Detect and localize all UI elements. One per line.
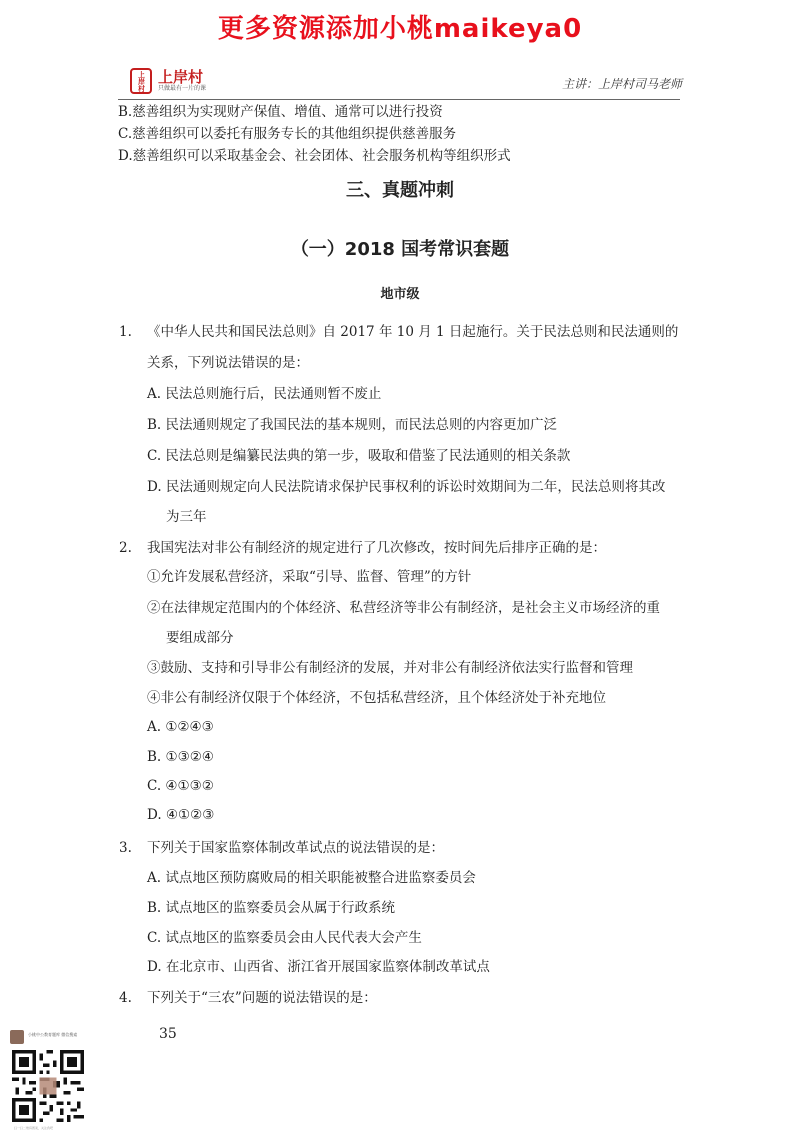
statement-2-continued: 要组成部分 [166, 630, 234, 646]
previous-option-d: D.慈善组织可以采取基金会、社会团体、社会服务机构等组织形式 [118, 148, 511, 164]
header-divider [118, 99, 680, 100]
option-a: A. 试点地区预防腐败局的相关职能被整合进监察委员会 [147, 870, 476, 886]
watermark-banner: 更多资源添加小桃maikeya0 [217, 14, 583, 44]
option-d: D. 民法通则规定向人民法院请求保护民事权利的诉讼时效期间为二年，民法总则将其改 [147, 479, 666, 495]
question-text: 《中华人民共和国民法总则》自 2017 年 10 月 1 日起施行。关于民法总则和民法通则的 [147, 324, 679, 340]
option-a: A. 民法总则施行后，民法通则暂不废止 [147, 386, 382, 402]
sub-title: （一）2018 国考常识套题 [290, 239, 510, 260]
level-title: 地市级 [380, 287, 420, 302]
logo-name: 上岸村 [158, 68, 204, 86]
brand-logo [130, 68, 206, 94]
section-title: 三、真题冲刺 [346, 180, 454, 201]
question-number: 3. [119, 840, 132, 856]
qr-scan-hint: 扫一扫二维码图案，关注我吧 [14, 1126, 54, 1130]
option-c: C. 民法总则是编纂民法典的第一步，吸取和借鉴了民法通则的相关条款 [147, 448, 571, 464]
question-text: 我国宪法对非公有制经济的规定进行了几次修改，按时间先后排序正确的是： [147, 540, 606, 556]
option-b: B. ①③②④ [147, 749, 214, 765]
question-number: 1. [119, 324, 132, 340]
logo-slogan: 只做最有一片的课 [158, 85, 207, 92]
option-d-continued: 为三年 [166, 509, 207, 525]
qr-caption: 小桃中公教育题库 微信搜索 [28, 1032, 78, 1037]
question-text: 下列关于国家监察体制改革试点的说法错误的是： [147, 840, 444, 856]
question-text-continued: 关系，下列说法错误的是： [147, 355, 309, 371]
option-b: B. 民法通则规定了我国民法的基本规则，而民法总则的内容更加广泛 [147, 417, 558, 433]
page-number: 35 [159, 1026, 177, 1042]
statement-4: ④非公有制经济仅限于个体经济，不包括私营经济，且个体经济处于补充地位 [147, 690, 606, 706]
statement-3: ③鼓励、支持和引导非公有制经济的发展，并对非公有制经济依法实行监督和管理 [147, 660, 633, 676]
option-d: D. 在北京市、山西省、浙江省开展国家监察体制改革试点 [147, 959, 490, 975]
option-a: A. ①②④③ [147, 719, 214, 735]
previous-option-c: C.慈善组织可以委托有服务专长的其他组织提供慈善服务 [118, 126, 457, 142]
avatar [10, 1030, 24, 1044]
qr-code-icon [12, 1050, 84, 1122]
question-number: 2. [119, 540, 132, 556]
option-d: D. ④①②③ [147, 807, 215, 823]
header-teacher: 主讲：上岸村司马老师 [561, 77, 682, 91]
option-b: B. 试点地区的监察委员会从属于行政系统 [147, 900, 396, 916]
statement-1: ①允许发展私营经济，采取“引导、监督、管理”的方针 [147, 569, 472, 585]
option-c: C. 试点地区的监察委员会由人民代表大会产生 [147, 930, 422, 946]
previous-option-b: B.慈善组织为实现财产保值、增值、通常可以进行投资 [118, 104, 443, 120]
option-c: C. ④①③② [147, 778, 214, 794]
question-number: 4. [119, 990, 132, 1006]
logo-seal-icon: 上岸村 [130, 68, 152, 94]
statement-2: ②在法律规定范围内的个体经济、私营经济等非公有制经济，是社会主义市场经济的重 [147, 600, 660, 616]
question-text: 下列关于“三农”问题的说法错误的是： [147, 990, 377, 1006]
